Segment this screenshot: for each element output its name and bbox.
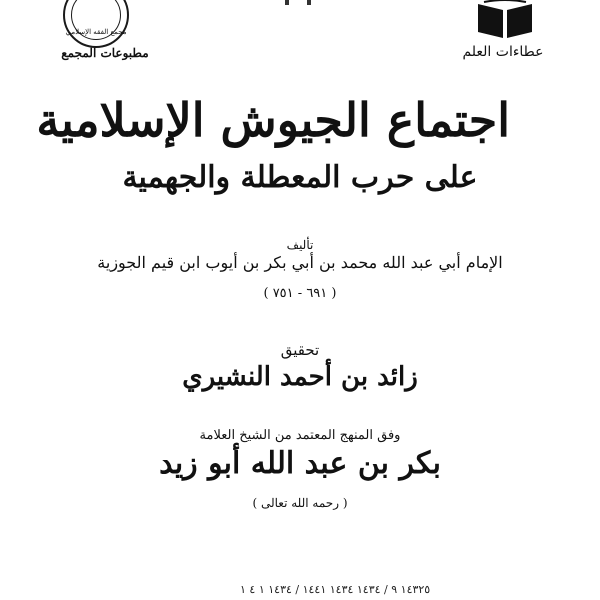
book-icon (470, 0, 540, 40)
publisher-right-label: عطاءات العلم (462, 44, 544, 60)
publisher-left-label: مطبوعات المجمع (61, 46, 149, 60)
author-dates: ( ٦٩١ - ٧٥١ ) (263, 286, 337, 301)
scholar-note: ( رحمه الله تعالى ) (252, 496, 348, 510)
approach-label: وفق المنهج المعتمد من الشيخ العلامة (199, 428, 401, 443)
book-subtitle: على حرب المعطلة والجهمية (122, 160, 478, 195)
editor-name: زائد بن أحمد النشيري (182, 362, 418, 392)
academy-seal (63, 0, 129, 48)
top-marks-decoration (283, 0, 313, 6)
authored-by-label: تأليف (286, 238, 314, 252)
edited-by-label: تحقيق (280, 341, 320, 359)
book-title: اجتماع الجيوش الإسلامية (36, 93, 510, 147)
scholar-name: بكر بن عبد الله أبو زيد (159, 446, 441, 481)
footer-text: ١٤٣٢٥ ٩ / ١٤٣٤ ١٤٣٤ ١٤٤١ / ١٤٣٤ ١ ٤ ١ (240, 583, 431, 596)
seal-text: مجمع الفقه الإسلامي (65, 28, 127, 36)
author-name: الإمام أبي عبد الله محمد بن أبي بكر بن أيوب ابن قيم الجوزية (97, 253, 503, 272)
